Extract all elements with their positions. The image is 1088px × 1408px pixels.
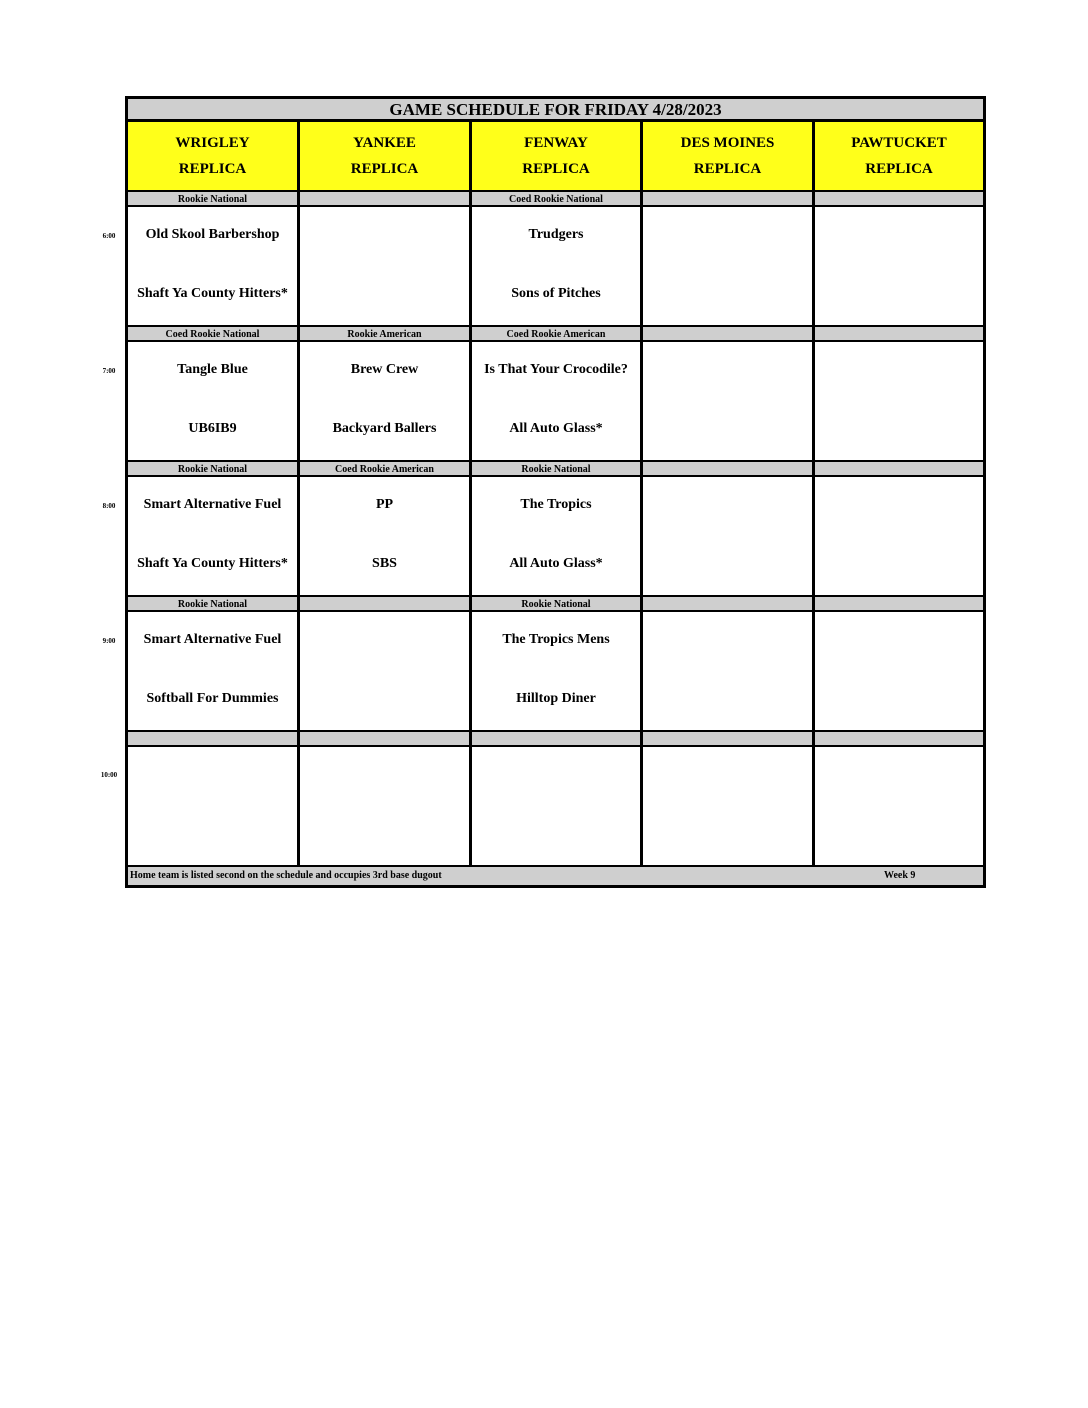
field-sub: REPLICA [693,161,762,177]
schedule-table [125,96,986,888]
footer-note: Home team is listed second on the schedule and occupies 3rd base dugout [130,870,442,881]
schedule-title-row [128,99,983,122]
time-label: 6:00 [102,232,116,240]
game-cell [643,342,815,460]
division-label [643,460,815,477]
field-name: DES MOINES [680,135,775,151]
field-header-yankee [300,122,472,190]
time-label: 8:00 [102,502,116,510]
game-cell [815,747,983,865]
field-name: FENWAY [524,135,588,151]
division-row [128,730,983,747]
division-label [643,730,815,747]
game-cell [643,477,815,595]
game-cell [472,477,643,595]
field-header-des-moines [643,122,815,190]
division-row [128,595,983,612]
division-label [300,595,472,612]
away-team: Is That Your Crocodile? [484,362,628,377]
division-label [815,190,983,207]
away-team: The Tropics [520,497,592,512]
game-cell [472,612,643,730]
division-label [472,730,643,747]
home-team: Shaft Ya County Hitters* [137,556,288,571]
division-label [815,595,983,612]
field-header-row [128,122,983,190]
week-label: Week 9 [884,870,916,881]
away-team: Old Skool Barbershop [145,227,280,242]
division-label [128,730,300,747]
game-row [128,207,983,325]
away-team: Smart Alternative Fuel [143,632,282,647]
game-cell [643,207,815,325]
division-label: Rookie National [128,595,300,612]
game-cell [128,612,300,730]
game-cell [643,747,815,865]
division-label [815,730,983,747]
game-cell [300,477,472,595]
away-team: Brew Crew [350,362,419,377]
field-header-wrigley [128,122,300,190]
home-team: Softball For Dummies [146,691,279,706]
field-sub: REPLICA [350,161,419,177]
game-row [128,747,983,865]
game-cell [815,342,983,460]
division-label: Rookie National [128,460,300,477]
game-cell [472,342,643,460]
home-team: UB6IB9 [188,421,237,436]
division-label [643,325,815,342]
field-name: PAWTUCKET [851,135,947,151]
field-sub: REPLICA [865,161,933,177]
home-team: SBS [372,556,397,571]
division-label [815,460,983,477]
game-cell [300,612,472,730]
home-team: Sons of Pitches [511,286,601,301]
game-cell [643,612,815,730]
away-team: Smart Alternative Fuel [143,497,282,512]
game-row [128,477,983,595]
home-team: Shaft Ya County Hitters* [137,286,288,301]
division-row [128,325,983,342]
division-label: Rookie National [472,595,643,612]
away-team: Tangle Blue [177,362,248,377]
home-team: All Auto Glass* [509,421,603,436]
division-label [643,190,815,207]
division-label: Rookie National [472,460,643,477]
time-label: 10:00 [100,771,118,779]
game-cell [472,747,643,865]
game-cell [128,207,300,325]
field-header-fenway [472,122,643,190]
division-label: Rookie National [128,190,300,207]
division-label: Coed Rookie American [300,460,472,477]
field-sub: REPLICA [178,161,247,177]
game-cell [128,477,300,595]
game-cell [300,342,472,460]
field-name: YANKEE [353,135,416,151]
game-cell [815,612,983,730]
footer-row [128,865,983,885]
game-cell [300,207,472,325]
game-cell [815,477,983,595]
division-label [643,595,815,612]
time-label: 9:00 [102,637,116,645]
home-team: Hilltop Diner [516,691,596,706]
division-label: Coed Rookie American [472,325,643,342]
game-cell [300,747,472,865]
division-label [815,325,983,342]
game-cell [472,207,643,325]
game-cell [815,207,983,325]
game-cell [128,342,300,460]
away-team: The Tropics Mens [502,632,610,647]
division-label: Rookie American [300,325,472,342]
game-row [128,342,983,460]
division-label [300,730,472,747]
game-row [128,612,983,730]
division-label: Coed Rookie National [128,325,300,342]
division-row [128,190,983,207]
away-team: PP [375,497,394,512]
game-cell [128,747,300,865]
home-team: All Auto Glass* [509,556,603,571]
home-team: Backyard Ballers [332,421,437,436]
time-label: 7:00 [102,367,116,375]
schedule-title: GAME SCHEDULE FOR FRIDAY 4/28/2023 [389,100,722,119]
division-label: Coed Rookie National [472,190,643,207]
field-header-pawtucket [815,122,983,190]
division-row [128,460,983,477]
field-name: WRIGLEY [175,135,250,151]
division-label [300,190,472,207]
field-sub: REPLICA [522,161,590,177]
away-team: Trudgers [528,227,584,242]
